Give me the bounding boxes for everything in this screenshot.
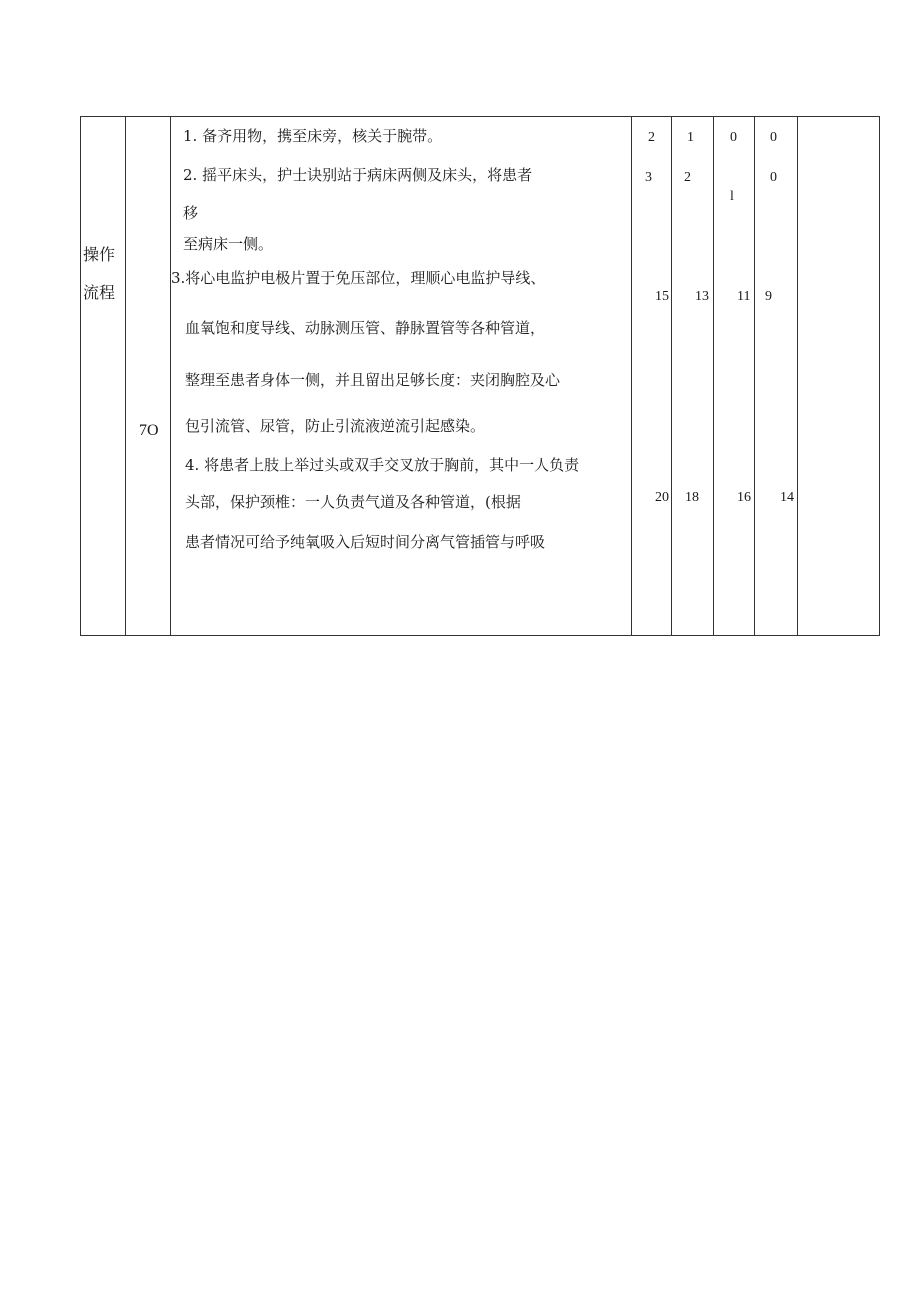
grade-a: 15 <box>655 289 669 304</box>
step-text: 2. 摇平床头，护士诀别站于病床两侧及床头，将患者 <box>183 166 533 184</box>
grade-d: 9 <box>765 289 772 304</box>
grade-b: 18 <box>685 490 699 505</box>
grade-d: 14 <box>780 490 794 505</box>
step-text: 1. 备齐用物，携至床旁，核关于腕带。 <box>183 127 443 145</box>
step-text: 头部，保护颈椎：一人负责气道及各种管道，(根据 <box>185 493 521 511</box>
grade-c: 11 <box>737 289 751 304</box>
grade-b: 13 <box>695 289 709 304</box>
grade-d: 0 <box>770 170 777 185</box>
grade-d: 0 <box>770 130 777 145</box>
grade-a: 2 <box>648 130 655 145</box>
step-text: 患者情况可给予纯氧吸入后短时间分离气管插管与呼吸 <box>185 533 546 551</box>
grade-c: 16 <box>737 490 751 505</box>
step-text: 移 <box>183 204 199 222</box>
column-divider <box>671 117 672 635</box>
grade-a: 3 <box>645 170 652 185</box>
grade-c: l <box>730 189 734 204</box>
category-label: 操作 <box>83 245 116 264</box>
step-text: 整理至患者身体一侧，并且留出足够长度：夹闭胸腔及心 <box>185 371 561 389</box>
column-divider <box>170 117 171 635</box>
scoring-table <box>80 116 880 636</box>
step-text: 包引流管、尿管，防止引流液逆流引起感染。 <box>185 417 486 435</box>
step-text: 至病床一侧。 <box>183 235 274 253</box>
item-score: 7O <box>139 422 159 439</box>
grade-c: 0 <box>730 130 737 145</box>
column-divider <box>631 117 632 635</box>
column-divider <box>754 117 755 635</box>
grade-b: 1 <box>687 130 694 145</box>
grade-a: 20 <box>655 490 669 505</box>
step-text: 血氧饱和度导线、动脉测压管、静脉置管等各种管道， <box>185 319 546 337</box>
category-label: 流程 <box>83 283 116 302</box>
step-text: 4. 将患者上肢上举过头或双手交叉放于胸前，其中一人负责 <box>185 456 580 474</box>
column-divider <box>125 117 126 635</box>
column-divider <box>713 117 714 635</box>
column-divider <box>797 117 798 635</box>
step-text: 3.将心电监护电极片置于免压部位，理顺心电监护导线、 <box>171 269 546 287</box>
grade-b: 2 <box>684 170 691 185</box>
